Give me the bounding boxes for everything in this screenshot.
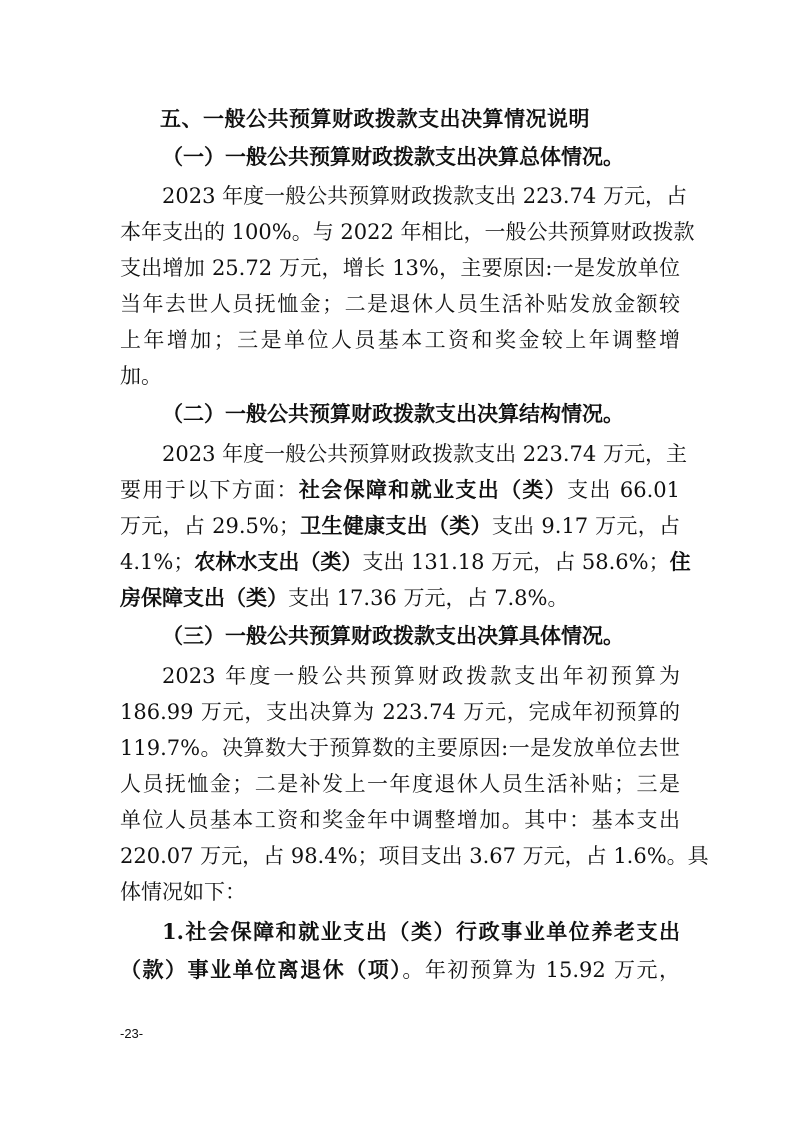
bold-category: 住 [669, 549, 691, 574]
bold-category: 农林水支出（类） [194, 549, 363, 574]
text-run: 支出 131.18 万元，占 58.6%； [362, 550, 670, 574]
paragraph-line: 2023 年度一般公共预算财政拨款支出 223.74 万元，占 [162, 184, 687, 208]
paragraph-line: 2023 年度一般公共预算财政拨款支出 223.74 万元，主 [162, 442, 687, 466]
text-run: 支出 9.17 万元，占 [491, 514, 681, 538]
text-run: 4.1%； [120, 550, 195, 574]
paragraph-line: 当年去世人员抚恤金；二是退休人员生活补贴发放金额较 [120, 292, 680, 316]
paragraph-line: 2023 年度一般公共预算财政拨款支出年初预算为 [162, 664, 680, 688]
page-number: -23- [120, 1026, 144, 1041]
paragraph-line [120, 476, 680, 504]
bold-category: （款）事业单位离退休（项） [120, 957, 403, 982]
text-run: 支出 66.01 [567, 478, 681, 502]
subsection-title-3: （三）一般公共预算财政拨款支出决算具体情况。 [162, 623, 624, 648]
paragraph-line: 加。 [120, 364, 162, 388]
text-run: 要用于以下方面： [120, 478, 299, 502]
paragraph-line: 体情况如下： [120, 880, 246, 904]
bold-category: 社会保障和就业支出（类） [298, 477, 568, 502]
paragraph-line: 上年增加；三是单位人员基本工资和奖金较上年调整增 [120, 328, 680, 352]
paragraph-line [120, 584, 680, 612]
subsection-title-2: （二）一般公共预算财政拨款支出决算结构情况。 [162, 401, 624, 426]
section-heading: 五、一般公共预算财政拨款支出决算情况说明 [160, 106, 590, 131]
text-run: 万元，占 29.5%； [120, 514, 300, 538]
subsection-title-1: （一）一般公共预算财政拨款支出决算总体情况。 [162, 144, 624, 169]
paragraph-line: 220.07 万元，占 98.4%；项目支出 3.67 万元，占 1.6%。具 [120, 844, 709, 868]
text-run: 。年初预算为 15.92 万元， [402, 958, 681, 982]
paragraph-line: 人员抚恤金；二是补发上一年度退休人员生活补贴；三是 [120, 772, 680, 796]
item-title: 1.社会保障和就业支出（类）行政事业单位养老支出 [162, 919, 680, 944]
paragraph-line: 本年支出的 100%。与 2022 年相比，一般公共预算财政拨款 [120, 220, 695, 244]
bold-category: 房保障支出（类） [120, 585, 288, 610]
paragraph-line: 119.7%。决算数大于预算数的主要原因:一是发放单位去世 [120, 736, 680, 760]
text-run: 支出 17.36 万元，占 7.8%。 [288, 586, 569, 610]
paragraph-line: 单位人员基本工资和奖金年中调整增加。其中：基本支出 [120, 808, 680, 832]
paragraph-line [120, 956, 680, 984]
paragraph-line [120, 548, 691, 576]
paragraph-line: 186.99 万元，支出决算为 223.74 万元，完成年初预算的 [120, 700, 680, 724]
paragraph-line: 支出增加 25.72 万元，增长 13%，主要原因:一是发放单位 [120, 256, 680, 280]
paragraph-line [120, 512, 680, 540]
bold-category: 卫生健康支出（类） [299, 513, 492, 538]
